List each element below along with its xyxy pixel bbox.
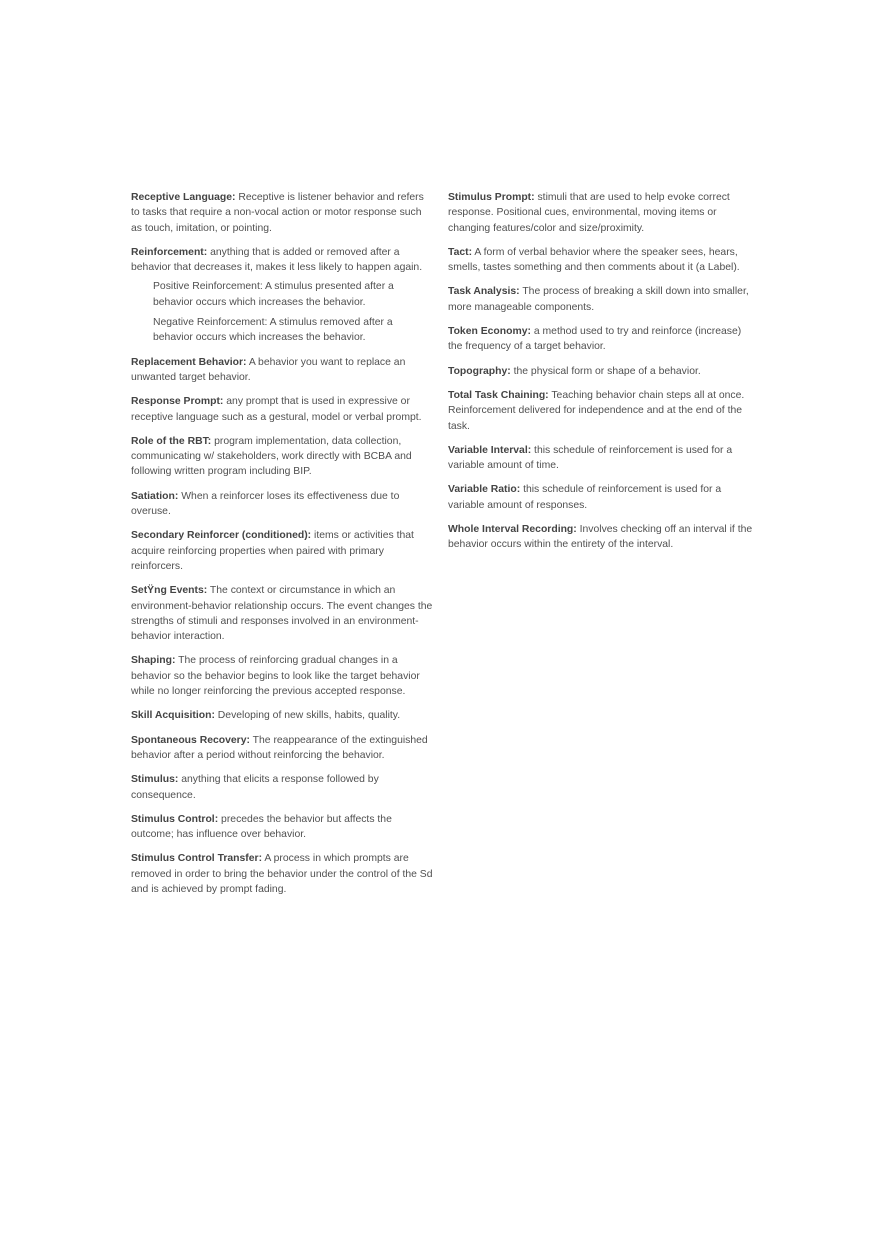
entry-total-task-chaining <box>448 388 754 434</box>
term-stimulus: Stimulus: <box>131 774 179 786</box>
definition-satiation: When a reinforcer loses its effectiveness due to overuse. <box>131 490 400 518</box>
definition-skill-acquisition: Developing of new skills, habits, quality. <box>214 710 401 722</box>
entry-stimulus-prompt <box>448 190 754 236</box>
term-receptive-language: Receptive Language: <box>131 192 236 203</box>
term-variable-ratio: Variable Ratio: <box>448 484 521 496</box>
sub-entry-positive-reinforcement: Positive Reinforcement: A stimulus presented after a behavior occurs which increases the behavior. <box>153 281 394 308</box>
entry-stimulus-control <box>131 812 433 843</box>
term-variable-interval: Variable Interval: <box>448 444 532 456</box>
entry-receptive-language <box>131 190 433 236</box>
term-task-analysis: Task Analysis: <box>448 286 520 298</box>
entry-role-of-rbt <box>131 434 433 480</box>
definition-stimulus: anything that elicits a response followed by consequence. <box>131 774 379 801</box>
term-setting-events: SetŸng Events: <box>131 585 208 597</box>
definition-role-of-rbt: program implementation, data collection, communicating w/ stakeholders, work directly with BCBA and following written program including BIP. <box>131 435 412 478</box>
term-token-economy: Token Economy: <box>448 326 531 338</box>
term-skill-acquisition: Skill Acquisition: <box>131 710 215 722</box>
definition-replacement-behavior: A behavior you want to replace an unwanted target behavior. <box>131 356 406 383</box>
definition-reinforcement: anything that is added or removed after a behavior that decreases it, makes it less likely to happen again. <box>131 246 423 274</box>
entry-variable-interval <box>448 443 754 474</box>
term-spontaneous-recovery: Spontaneous Recovery: <box>131 734 250 746</box>
entry-token-economy <box>448 324 754 355</box>
term-role-of-rbt: Role of the RBT: <box>131 435 212 447</box>
entry-skill-acquisition <box>131 708 433 723</box>
entry-reinforcement <box>131 245 433 276</box>
definition-shaping: The process of reinforcing gradual changes in a behavior so the behavior begins to look like the target behavior while no longer reinforcing the previous accepted response. <box>131 655 420 698</box>
term-stimulus-control-transfer: Stimulus Control Transfer: <box>131 853 263 865</box>
term-satiation: Satiation: <box>131 490 179 502</box>
definition-token-economy: a method used to try and reinforce (increase) the frequency of a target behavior. <box>448 326 742 353</box>
entry-satiation <box>131 489 433 520</box>
definition-receptive-language: Receptive is listener behavior and refers to tasks that require a non-vocal action or motor response such as touch, imitation, or pointing. <box>131 192 424 234</box>
definition-response-prompt: any prompt that is used in expressive or receptive language such as a gestural, model or verbal prompt. <box>131 396 422 423</box>
definition-whole-interval-recording: Involves checking off an interval if the behavior occurs within the entirety of the interval. <box>448 524 753 551</box>
entry-spontaneous-recovery <box>131 733 433 764</box>
entry-whole-interval-recording <box>448 522 754 553</box>
term-total-task-chaining: Total Task Chaining: <box>448 389 549 401</box>
definition-secondary-reinforcer: items or activities that acquire reinforcing properties when paired with primary reinforcers. <box>131 530 414 572</box>
entry-variable-ratio <box>448 482 754 513</box>
term-response-prompt: Response Prompt: <box>131 396 224 408</box>
term-stimulus-prompt: Stimulus Prompt: <box>448 192 535 203</box>
entry-tact <box>448 245 754 276</box>
entry-shaping <box>131 653 433 699</box>
term-reinforcement: Reinforcement: <box>131 246 208 258</box>
entry-topography <box>448 364 754 379</box>
entry-replacement-behavior <box>131 355 433 386</box>
definition-variable-ratio: this schedule of reinforcement is used for a variable amount of responses. <box>448 484 722 511</box>
definition-setting-events: The context or circumstance in which an environment-behavior relationship occurs. The event changes the strengths of stimuli and responses involved in an environment-behavior interaction. <box>131 585 433 643</box>
term-stimulus-control: Stimulus Control: <box>131 813 219 825</box>
entry-secondary-reinforcer <box>131 528 433 574</box>
term-tact: Tact: <box>448 246 473 258</box>
entry-setting-events <box>131 583 433 644</box>
term-topography: Topography: <box>448 365 511 377</box>
definition-task-analysis: The process of breaking a skill down into smaller, more manageable components. <box>448 286 749 313</box>
right-column <box>448 190 754 562</box>
definition-tact: A form of verbal behavior where the speaker sees, hears, smells, tastes something and then comments about it (a Label). <box>448 246 740 274</box>
definition-total-task-chaining: Teaching behavior chain steps all at once. Reinforcement delivered for independence and at the end of the task. <box>448 389 745 432</box>
term-whole-interval-recording: Whole Interval Recording: <box>448 524 577 536</box>
entry-stimulus-control-transfer <box>131 851 433 897</box>
term-shaping: Shaping: <box>131 655 176 667</box>
entry-response-prompt <box>131 394 433 425</box>
definition-topography: the physical form or shape of a behavior. <box>510 365 701 377</box>
sub-entry-negative-reinforcement: Negative Reinforcement: A stimulus removed after a behavior occurs which increases the behavior. <box>153 317 393 344</box>
entry-task-analysis <box>448 284 754 315</box>
term-replacement-behavior: Replacement Behavior: <box>131 356 247 368</box>
definition-variable-interval: this schedule of reinforcement is used for a variable amount of time. <box>448 444 733 472</box>
term-secondary-reinforcer: Secondary Reinforcer (conditioned): <box>131 530 312 542</box>
entry-stimulus <box>131 772 433 803</box>
left-column <box>131 190 433 906</box>
definition-spontaneous-recovery: The reappearance of the extinguished behavior after a period without reinforcing the behavior. <box>131 734 428 761</box>
definition-stimulus-control-transfer: A process in which prompts are removed in order to bring the behavior under the control of the Sd and is achieved by prompt fading. <box>131 853 433 895</box>
definition-stimulus-prompt: stimuli that are used to help evoke correct response. Positional cues, environmental, moving items or changing features/color and size/proximity. <box>448 192 730 234</box>
definition-stimulus-control: precedes the behavior but affects the outcome; has influence over behavior. <box>131 813 392 841</box>
